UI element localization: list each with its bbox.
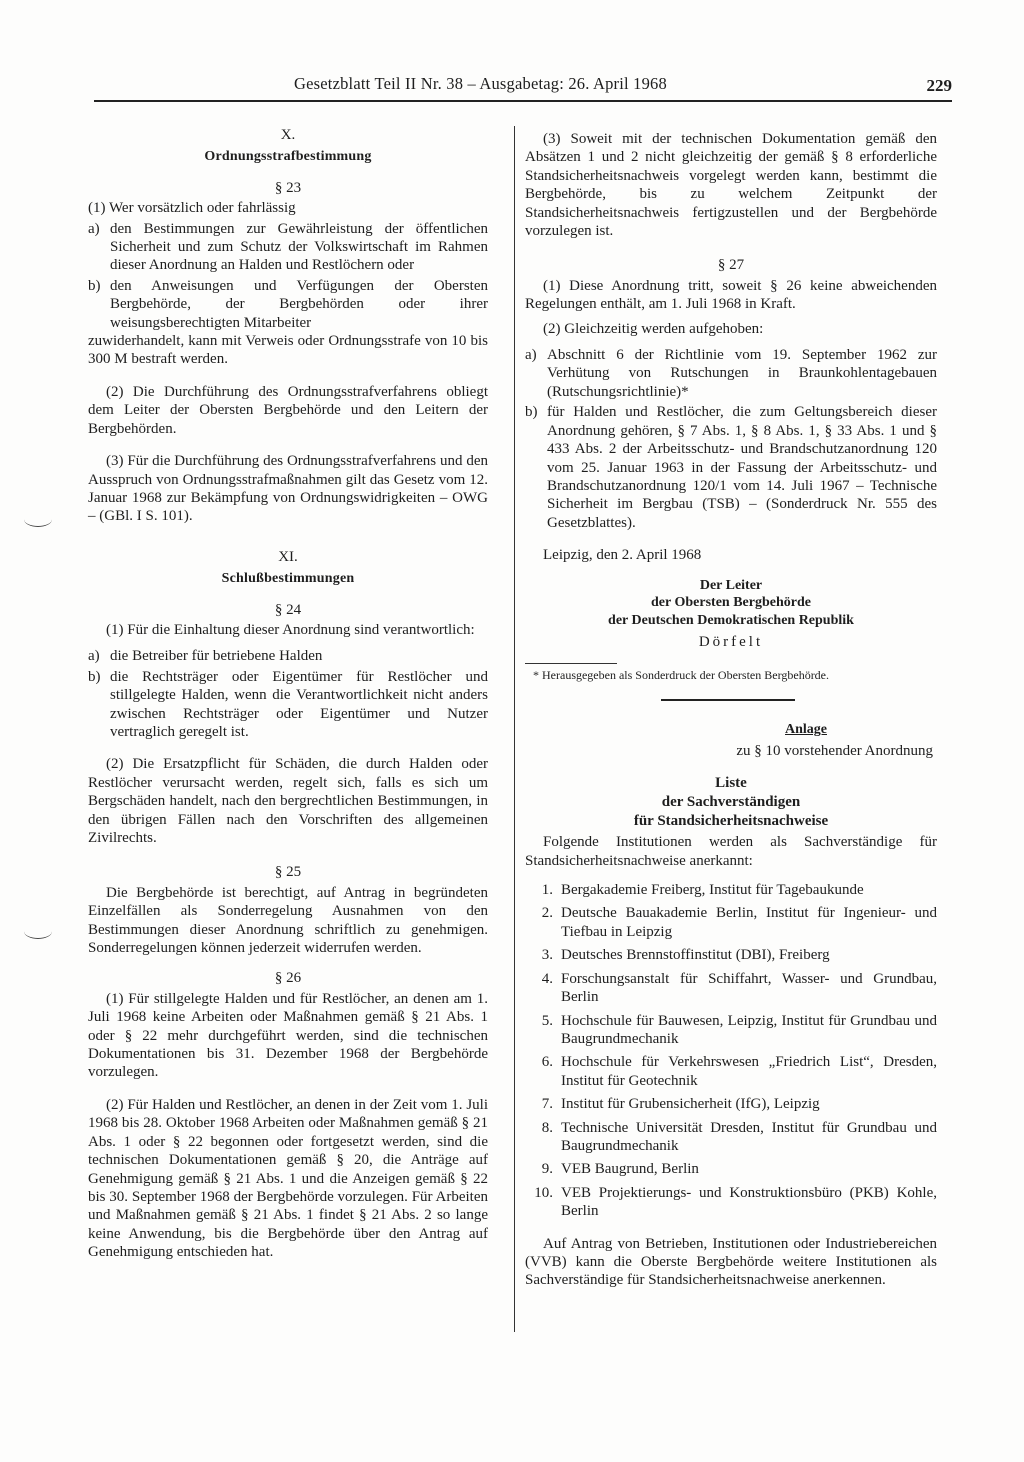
item-number: 1. (541, 882, 553, 899)
list-item (525, 881, 937, 899)
page-header (94, 74, 952, 98)
paragraph-text: (1) Diese Anordnung tritt, soweit § 26 keine abweichenden Regelungen enthält, am 1. Juli 1968 in Kraft. (525, 277, 937, 313)
list-title-line: Liste (715, 775, 747, 792)
item-text: den Anweisungen und Verfügungen der Obersten Bergbehörde, der Bergbehörden oder ihrer weisungsberechtigten Mitarbeiter (110, 277, 488, 331)
footnote: * Herausgegeben als Sonderdruck der Obersten Bergbehörde. (533, 668, 830, 683)
item-text: Institut für Grubensicherheit (IfG), Leipzig (561, 1096, 820, 1113)
list-item (525, 946, 937, 964)
paragraph-text: zuwiderhandelt, kann mit Verweis oder Ordnungsstrafe von 10 bis 300 M bestraft werden. (88, 333, 488, 368)
paragraph-text: (2) Die Durchführung des Ordnungsstrafverfahrens obliegt dem Leiter der Obersten Bergbehörde und den Leitern der Bergbehörden. (88, 383, 488, 437)
paragraph-text: (2) Gleichzeitig werden aufgehoben: (543, 320, 764, 337)
item-text: Deutsches Brennstoffinstitut (DBI), Freiberg (561, 947, 830, 964)
margin-mark (24, 924, 52, 939)
paragraph-number: § 26 (274, 970, 302, 987)
right-column (525, 130, 937, 1290)
signature-line: der Deutschen Demokratischen Republik (608, 612, 854, 628)
closing-paragraph: Auf Antrag von Betrieben, Institutionen oder Industriebereichen (VVB) kann die Oberste Bergbehörde weitere Institutionen als Sachverständige für Standsicherheitsnachweise anerkennen. (525, 1235, 937, 1289)
item-text: VEB Projektierungs- und Konstruktionsbüro (PKB) Kohle, Berlin (561, 1184, 937, 1220)
paragraph-text: (2) Für Halden und Restlöcher, an denen in der Zeit vom 1. Juli 1968 bis 28. Oktober 1968 Arbeiten oder Maßnahmen gemäß § 21 Abs. 1 oder § 22 begonnen oder fortgesetzt werden, sind die technischen Dokumentationen gemäß § 20, die Anträge auf Genehmigung gemäß § 21 Abs. 1 und die Anzeigen gemäß § 22 bis 30. September 1968 der Bergbehörde vorzulegen. Für Arbeiten und Maßnahmen gemäß § 21 Abs. 1 findet § 21 Abs. 2 so lange keine Anwendung, bis die Bergbehörde über den Antrag auf Genehmigung entschieden hat. (88, 1096, 488, 1261)
item-marker: b) (88, 668, 101, 685)
paragraph-text: (2) Die Ersatzpflicht für Schäden, die durch Halden oder Restlöcher verursacht werden, regelt sich, falls es sich um Bergschäden handelt, nach den bergrechtlichen Bestimmungen, in den übrigen Fällen nach den Vorschriften des allgemeinen Zivilrechts. (88, 756, 488, 846)
item-text: die Betreiber für betriebene Halden (110, 648, 323, 665)
item-text: für Halden und Restlöcher, die zum Geltungsbereich dieser Anordnung gehören, § 7 Abs. 1, § 8 Abs. 1, § 33 Abs. 1 und § 433 Abs. 2 der Arbeitsschutz- und Brandschutzanordnung 120 vom 25. Januar 1963 in der Fassung der Arbeitsschutz- und Brandschutzanordnung 120/1 vom 14. Juli 1967 – Technische Sicherheit im Bergbau (TSB) – (Sonderdruck Nr. 555 des Gesetzblattes). (547, 404, 937, 531)
paragraph-text: (1) Für die Einhaltung dieser Anordnung sind verantwortlich: (106, 621, 475, 638)
paragraph-text: (3) Soweit mit der technischen Dokumentation gemäß den Absätzen 1 und 2 nicht gleichzeitig der gemäß § 8 erforderliche Standsicherheitsnachweis vorgelegt werden kann, bestimmt die Bergbehörde, bis zu welchem Zeitpunkt der Standsicherheitsnachweis fertigzustellen und der Bergbehörde vorzulegen ist. (525, 131, 937, 240)
item-text: die Rechtsträger oder Eigentümer für Restlöcher und stillgelegte Halden, wenn die Verantwortlichkeit nicht anders zwischen Rechtsträger oder Eigentümer und Nutzer vertraglich geregelt ist. (110, 668, 488, 740)
item-number: 5. (541, 1012, 553, 1029)
item-text: Forschungsanstalt für Schiffahrt, Wasser- und Grundbau, Berlin (561, 970, 937, 1006)
item-number: 7. (541, 1096, 553, 1113)
item-number: 6. (541, 1054, 553, 1071)
footnote-rule (525, 663, 617, 664)
item-text: Deutsche Bauakademie Berlin, Institut für Ingenieur- und Tiefbau in Leipzig (561, 905, 937, 940)
column-divider (514, 126, 515, 1332)
header-title: Gesetzblatt Teil II Nr. 38 – Ausgabetag: 26. April 1968 (294, 74, 667, 93)
signature-block (525, 577, 937, 630)
paragraph-number: § 25 (274, 864, 302, 881)
section-number: X. (280, 127, 296, 143)
section-title: Schlußbestimmungen (221, 571, 355, 587)
item-marker: a) (525, 347, 537, 364)
list-item (525, 1119, 937, 1156)
item-text: Abschnitt 6 der Richtlinie vom 19. September 1962 zur Verhütung von Rutschungen in Braunkohlentagebauen (Rutschungsrichtlinie)* (547, 347, 937, 400)
item-marker: a) (88, 220, 100, 237)
list-intro: Folgende Institutionen werden als Sachverständige für Standsicherheitsnachweise anerkannt: (525, 834, 937, 869)
section-number: XI. (278, 548, 298, 565)
item-text: Bergakademie Freiberg, Institut für Tagebaukunde (561, 882, 864, 899)
list-item (525, 403, 937, 532)
item-marker: a) (88, 648, 100, 665)
list-title-line: der Sachverständigen (661, 794, 801, 811)
paragraph-number: § 23 (274, 179, 302, 196)
paragraph-text: Die Bergbehörde ist berechtigt, auf Antrag in begründeten Einzelfällen als Sonderregelung Ausnahmen von den Bestimmungen dieser Anordnung schriftlich zu genehmigen. Sonderregelungen können jederzeit widerrufen werden. (88, 884, 488, 957)
list-item (88, 277, 488, 332)
signature-line: der Obersten Bergbehörde (651, 595, 811, 611)
paragraph-number: § 27 (717, 257, 745, 274)
page-number: 229 (926, 76, 952, 95)
item-text: den Bestimmungen zur Gewährleistung der öffentlichen Sicherheit und zum Schutz der Volkswirtschaft im Rahmen dieser Anordnung an Halden und Restlöchern oder (110, 220, 488, 274)
list-item (525, 346, 937, 401)
list-item (525, 970, 937, 1007)
left-column (88, 118, 488, 1262)
annex-label: Anlage (785, 722, 827, 738)
paragraph-text: (1) Wer vorsätzlich oder fahrlässig (88, 200, 296, 217)
list-item (525, 1095, 937, 1113)
signatory-name: Dörfelt (698, 634, 764, 651)
signature-line: Der Leiter (699, 577, 763, 593)
item-number: 4. (541, 970, 553, 987)
list-item (525, 1160, 937, 1178)
list-title (525, 774, 937, 831)
paragraph-text: (1) Für stillgelegte Halden und für Restlöcher, an denen am 1. Juli 1968 keine Arbeiten oder Maßnahmen gemäß § 21 Abs. 1 oder § 22 mehr durchgeführt werden, sind die technischen Dokumentationen bis 31. Dezember 1968 der Bergbehörde vorzulegen. (88, 990, 488, 1081)
item-text: VEB Baugrund, Berlin (561, 1161, 699, 1178)
section-rule (661, 699, 795, 701)
list-item (88, 668, 488, 742)
item-number: 8. (541, 1119, 553, 1136)
item-number: 9. (541, 1161, 553, 1178)
item-text: Hochschule für Verkehrswesen „Friedrich List“, Dresden, Institut für Geotechnik (561, 1054, 937, 1089)
margin-mark (24, 512, 52, 527)
item-marker: b) (525, 404, 538, 421)
item-number: 2. (541, 905, 553, 922)
list-title-line: für Standsicherheitsnachweise (633, 813, 829, 830)
institution-list (525, 881, 937, 1221)
list-item (88, 220, 488, 275)
header-rule (94, 100, 952, 102)
list-item (525, 1012, 937, 1049)
paragraph-text: (3) Für die Durchführung des Ordnungsstrafverfahrens und den Ausspruch von Ordnungsstrafmaßnahmen gilt das Gesetz vom 12. Januar 1968 zur Bekämpfung von Ordnungswidrigkeiten – OWG – (GBl. I S. 101). (88, 453, 488, 525)
item-text: Technische Universität Dresden, Institut für Grundbau und Baugrundmechanik (561, 1119, 937, 1154)
annex-subtitle: zu § 10 vorstehender Anordnung (736, 742, 933, 759)
list-item (88, 647, 488, 665)
item-number: 3. (541, 947, 553, 964)
place-date: Leipzig, den 2. April 1968 (543, 547, 702, 564)
item-number: 10. (534, 1184, 553, 1201)
list-item (525, 1053, 937, 1090)
item-marker: b) (88, 277, 101, 294)
section-title: Ordnungsstrafbestimmung (204, 149, 372, 165)
item-text: Hochschule für Bauwesen, Leipzig, Institut für Grundbau und Baugrundmechanik (561, 1012, 937, 1047)
list-item (525, 904, 937, 941)
paragraph-number: § 24 (274, 601, 302, 618)
list-item (525, 1184, 937, 1221)
